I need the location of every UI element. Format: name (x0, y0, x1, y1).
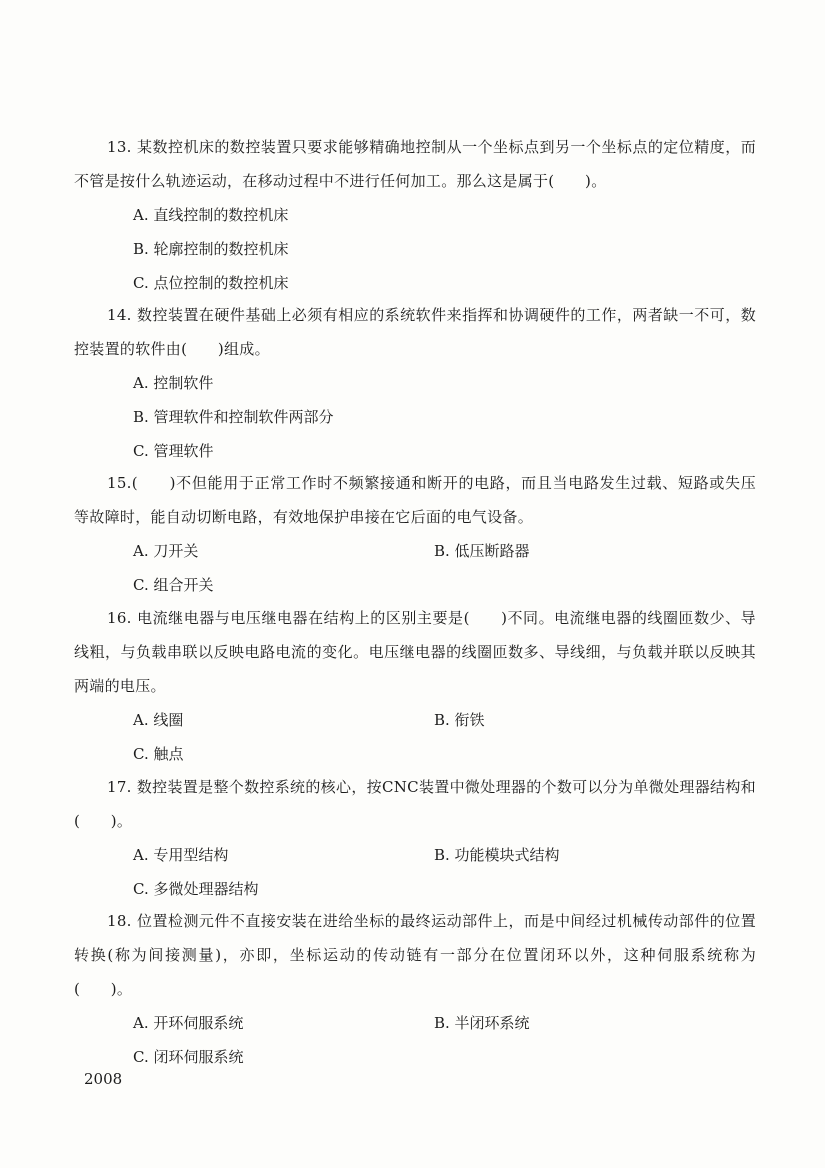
question-16-option-a: A. 线圈 (133, 711, 184, 729)
question-15-option-row-c (74, 568, 756, 602)
question-15-option-a: A. 刀开关 (133, 542, 199, 560)
question-15-option-c: C. 组合开关 (133, 576, 214, 594)
question-17-option-row-ab (74, 838, 756, 872)
question-15-stem: 15.( )不但能用于正常工作时不频繁接通和断开的电路，而且当电路发生过载、短路或失压等故障时，能自动切断电路，有效地保护串接在它后面的电气设备。 (74, 474, 756, 526)
question-17-option-b: B. 功能模块式结构 (434, 846, 560, 864)
question-14-option-b: B. 管理软件和控制软件两部分 (133, 408, 334, 426)
question-16 (74, 601, 756, 771)
question-18-option-a: A. 开环伺服系统 (133, 1014, 244, 1032)
question-13-option-row-b (74, 232, 756, 266)
question-13-stem: 13. 某数控机床的数控装置只要求能够精确地控制从一个坐标点到另一个坐标点的定位精度，而不管是按什么轨迹运动，在移动过程中不进行任何加工。那么这是属于( )。 (74, 138, 756, 190)
question-14-option-c: C. 管理软件 (133, 442, 214, 460)
question-18-stem: 18. 位置检测元件不直接安装在进给坐标的最终运动部件上，而是中间经过机械传动部件的位置转换(称为间接测量)，亦即，坐标运动的传动链有一部分在位置闭环以外，这种伺服系统称为( )。 (74, 912, 756, 998)
question-13 (74, 130, 756, 300)
question-16-stem: 16. 电流继电器与电压继电器在结构上的区别主要是( )不同。电流继电器的线圈匝数少、导线粗，与负载串联以反映电路电流的变化。电压继电器的线圈匝数多、导线细，与负载并联以反映其两端的电压。 (74, 609, 756, 695)
question-13-option-a: A. 直线控制的数控机床 (133, 206, 289, 224)
question-16-option-row-ab (74, 703, 756, 737)
question-15-option-b: B. 低压断路器 (434, 542, 530, 560)
question-16-option-c: C. 触点 (133, 745, 184, 763)
question-14-option-row-a (74, 366, 756, 400)
question-17-option-row-c (74, 872, 756, 906)
question-18 (74, 904, 756, 1074)
question-14-stem: 14. 数控装置在硬件基础上必须有相应的系统软件来指挥和协调硬件的工作，两者缺一不可，数控装置的软件由( )组成。 (74, 306, 756, 358)
question-17 (74, 770, 756, 906)
question-15-option-row-ab (74, 534, 756, 568)
question-14-option-a: A. 控制软件 (133, 374, 214, 392)
question-13-option-row-c (74, 266, 756, 300)
question-15 (74, 466, 756, 602)
question-17-option-c: C. 多微处理器结构 (133, 880, 259, 898)
question-13-option-row-a (74, 198, 756, 232)
question-18-option-row-c (74, 1040, 756, 1074)
question-18-option-c: C. 闭环伺服系统 (133, 1048, 244, 1066)
question-18-option-row-ab (74, 1006, 756, 1040)
question-14-option-row-b (74, 400, 756, 434)
question-17-option-a: A. 专用型结构 (133, 846, 229, 864)
question-14-option-row-c (74, 434, 756, 468)
question-13-option-c: C. 点位控制的数控机床 (133, 274, 289, 292)
page-code: 2008 (84, 1070, 123, 1088)
question-17-stem: 17. 数控装置是整个数控系统的核心，按CNC装置中微处理器的个数可以分为单微处理器结构和( )。 (74, 778, 756, 830)
question-13-option-b: B. 轮廓控制的数控机床 (133, 240, 289, 258)
question-14 (74, 298, 756, 468)
question-18-option-b: B. 半闭环系统 (434, 1014, 530, 1032)
question-16-option-b: B. 衔铁 (434, 711, 485, 729)
question-16-option-row-c (74, 737, 756, 771)
